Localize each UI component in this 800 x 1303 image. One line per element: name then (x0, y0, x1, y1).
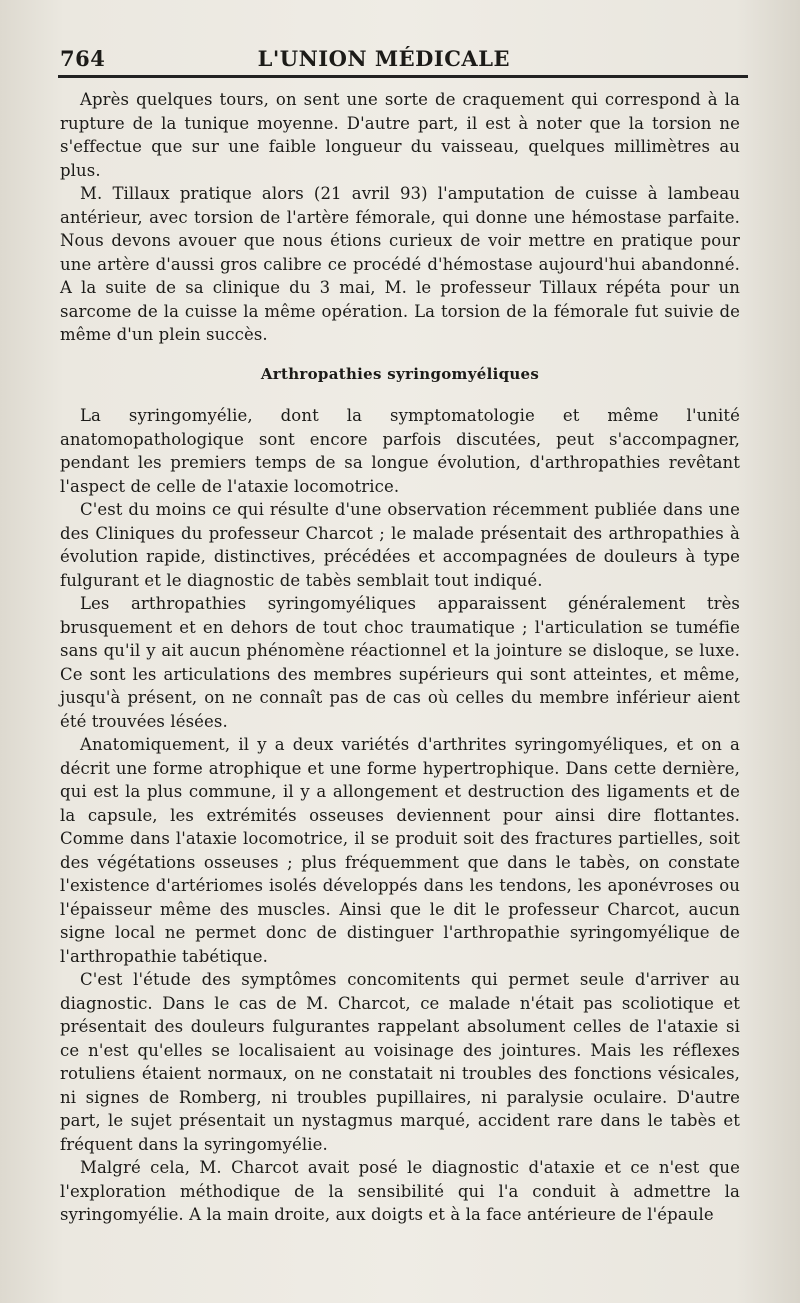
paragraph: M. Tillaux pratique alors (21 avril 93) l'amputation de cuisse à lambeau antérieur, avec torsion de l'artère fémorale, qui donne une hémostase parfaite. Nous devons avouer que nous étions curieux de voir mettre en pratique pour une artère d'aussi gros calibre ce procédé d'hémostase aujourd'hui abandonné. A la suite de sa clinique du 3 mai, M. le professeur Tillaux répéta pour un sarcome de la cuisse la même opération. La torsion de la fémorale fut suivie de même d'un plein succès. (60, 184, 740, 344)
paragraph: La syringomyélie, dont la symptomatologie et même l'unité anatomopathologique sont encore parfois discutées, peut s'accompagner, pendant les premiers temps de sa longue évolution, d'arthropathies revêtant l'aspect de celle de l'ataxie locomotrice. (60, 406, 740, 496)
header-rule (58, 75, 748, 78)
paragraph: Malgré cela, M. Charcot avait posé le diagnostic d'ataxie et ce n'est que l'exploration méthodique de la sensibilité qui l'a conduit à admettre la syringomyélie. A la main droite, aux doigts et à la face antérieure de l'épaule (60, 1158, 740, 1224)
page-number: 764 (60, 46, 106, 71)
paragraph: C'est l'étude des symptômes concomitents qui permet seule d'arriver au diagnostic. Dans le cas de M. Charcot, ce malade n'était pas scoliotique et présentait des douleurs fulgurantes rappelant absolument celles de l'ataxie si ce n'est qu'elles se localisaient au voisinage des jointures. Mais les réflexes rotuliens étaient normaux, on ne constatait ni troubles des fonctions vésicales, ni signes de Romberg, ni troubles pupillaires, ni paralysie oculaire. D'autre part, le sujet présentait un nystagmus marqué, accident rare dans le tabès et fréquent dans la syringomyélie. (60, 970, 740, 1154)
article-body (60, 88, 740, 1227)
section-heading: Arthropathies syringomyéliques (260, 364, 540, 383)
paragraph: C'est du moins ce qui résulte d'une observation récemment publiée dans une des Cliniques du professeur Charcot ; le malade présentait des arthropathies à évolution rapide, distinctives, précédées et accompagnées de douleurs à type fulgurant et le diagnostic de tabès semblait tout indiqué. (60, 500, 740, 590)
page-header (60, 46, 700, 71)
journal-title: L'UNION MÉDICALE (257, 46, 510, 71)
paragraph: Anatomiquement, il y a deux variétés d'arthrites syringomyéliques, et on a décrit une forme atrophique et une forme hypertrophique. Dans cette dernière, qui est la plus commune, il y a allongement et destruction des ligaments et de la capsule, les extrémités osseuses deviennent pour ainsi dire flottantes. Comme dans l'ataxie locomotrice, il se produit soit des fractures partielles, soit des végétations osseuses ; plus fréquemment que dans le tabès, on constate l'existence d'artériomes isolés développés dans les tendons, les aponévroses ou l'épaisseur même des muscles. Ainsi que le dit le professeur Charcot, aucun signe local ne permet donc de distinguer l'arthropathie syringomyélique de l'arthropathie tabétique. (60, 735, 740, 966)
paragraph: Après quelques tours, on sent une sorte de craquement qui correspond à la rupture de la tunique moyenne. D'autre part, il est à noter que la torsion ne s'effectue que sur une faible longueur du vaisseau, quelques millimètres au plus. (60, 90, 740, 180)
paragraph: Les arthropathies syringomyéliques apparaissent généralement très brusquement et en dehors de tout choc traumatique ; l'articulation se tuméfie sans qu'il y ait aucun phénomène réactionnel et la jointure se disloque, se luxe. Ce sont les articulations des membres supérieurs qui sont atteintes, et même, jusqu'à présent, on ne connaît pas de cas où celles du membre inférieur aient été trouvées lésées. (60, 594, 740, 731)
